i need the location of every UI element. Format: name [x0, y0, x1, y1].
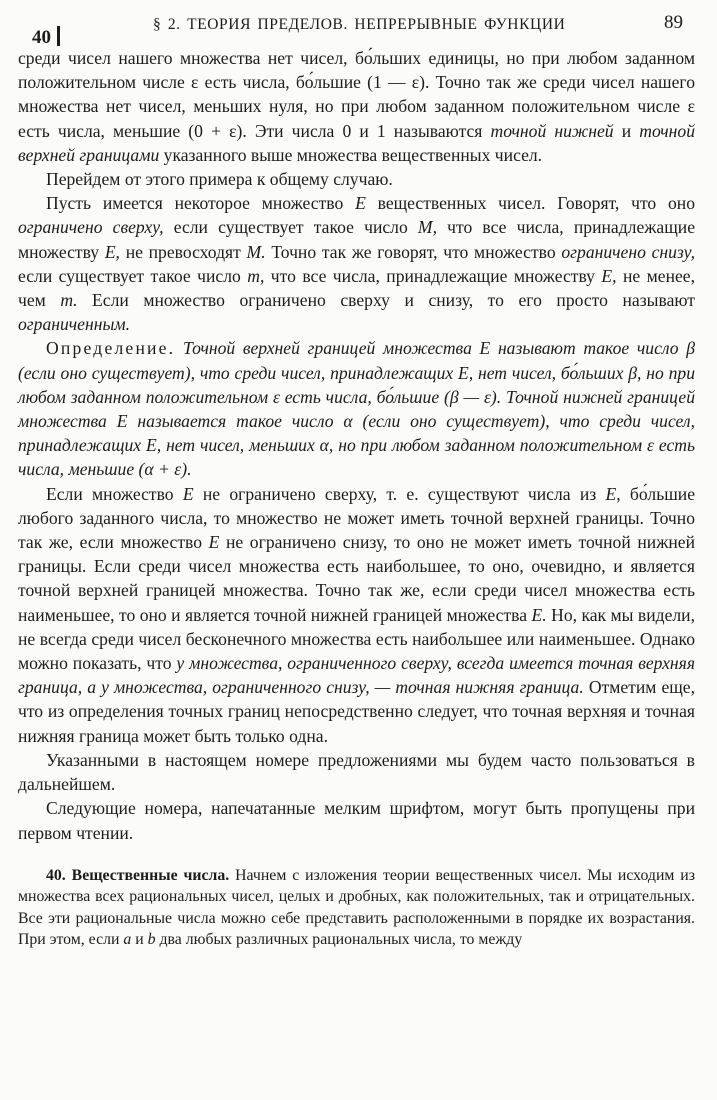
term-bounded-above: ограничено сверху, — [18, 217, 164, 238]
math-symbol: m, — [247, 265, 265, 286]
text-run: не менее, чем — [18, 265, 695, 311]
text-run: что все числа, принадлежащие множеству — [18, 217, 696, 262]
paragraph-bounded-sets — [18, 191, 695, 336]
text-run: Если множество — [46, 483, 183, 504]
text-run: если существует такое число — [163, 217, 418, 238]
theorem-statement: у множества, ограниченного сверху, всегда имеется точная верхняя граница, а у множества, ограниченного снизу, — точная нижняя граница. — [18, 653, 695, 698]
term-bounded: ограниченным. — [18, 314, 130, 335]
text-run: Отметим еще, что из определения точных границ непосредственно следует, что точная верхняя и точная нижняя граница может быть только одна. — [18, 677, 696, 746]
body-text — [18, 46, 695, 951]
text-run: среди чисел нашего множества нет чисел, бо́льших единицы, но при любом заданном положительном числе ε есть числа, бо́льшие (1 — ε). Точно так же среди чисел нашего множества нет чисел, меньших нуля, но при любом заданном положительном числе ε есть числа, меньшие (0 + ε). Эти числа 0 и 1 называются — [18, 48, 695, 141]
text-run: и — [131, 931, 148, 949]
text-run: бо́льшие любого заданного числа, то множество не может иметь точной верхней границы. Точно так же, если множество — [18, 483, 695, 553]
text-run: не превосходят — [119, 241, 247, 262]
text-run: если существует такое число — [18, 265, 248, 286]
math-symbol: M, — [417, 217, 437, 238]
math-symbol: E, — [104, 241, 120, 262]
text-run: что все числа, принадлежащие множеству — [264, 265, 602, 286]
math-symbol: m. — [60, 290, 78, 311]
text-run: не ограничено сверху, т. е. существуют числа из — [193, 483, 606, 504]
math-symbol: E — [208, 532, 220, 553]
math-symbol: M. — [246, 241, 266, 262]
math-symbol: b — [147, 931, 156, 949]
text-run: указанного выше множества вещественных чисел. — [159, 144, 543, 165]
text-run: не ограничено снизу, то оно не может иметь точной нижней границы. Если среди чисел множества есть наибольшее, то оно, очевидно, и является точной верхней границей множества. Точно так же, если среди чисел множества есть наименьшее, то оно и является точной нижней границей множества — [18, 532, 695, 625]
term-supremum: точной верхней границами — [18, 120, 695, 165]
term-bounded-below: ограничено снизу, — [561, 241, 695, 262]
math-symbol: E, — [601, 265, 617, 286]
text-run: Если множество ограничено сверху и снизу, то его просто называют — [77, 290, 695, 311]
text-run: вещественных чисел. Говорят, что оно — [365, 193, 696, 214]
text-run: два любых различных рациональных числа, то между — [155, 931, 523, 949]
text-run: Пусть имеется некоторое множество — [46, 193, 356, 214]
section-title: Вещественные числа. — [71, 866, 230, 884]
term-infimum: точной нижней — [490, 120, 614, 141]
text-run: и — [613, 120, 640, 141]
section-number: 40. — [46, 866, 66, 884]
running-title: § 2. ТЕОРИЯ ПРЕДЕЛОВ. НЕПРЕРЫВНЫЕ ФУНКЦИИ — [153, 16, 566, 33]
math-symbol: E — [355, 193, 366, 214]
math-symbol: E, — [605, 483, 621, 504]
text-run: Начнем с изложения теории вещественных чисел. Мы исходим из множества всех рациональных чисел, целых и дробных, как положительных, так и отрицательных. Все эти рациональные числа можно себе представить расположенными в порядке их возрастания. При этом, если — [18, 866, 695, 949]
text-run: Точно так же говорят, что множество — [265, 241, 562, 262]
paragraph-definition — [18, 336, 695, 481]
page-number: 89 — [664, 12, 683, 33]
paragraph-transition: Перейдем от этого примера к общему случаю. — [46, 169, 393, 190]
paragraph-usage-note: Указанными в настоящем номере предложениями мы будем часто пользоваться в дальнейшем. — [18, 749, 695, 795]
math-symbol: E. — [531, 604, 547, 625]
section-40-intro — [18, 865, 695, 951]
section-marker — [32, 26, 60, 49]
definition-text: Точной верхней границей множества E называют такое число β (если оно существует), что среди чисел, принадлежащих E, нет чисел, бо́льших β, но при любом заданном положительном ε есть числа, бо́льшие (β — ε). Точной нижней границей множества E называется такое число α (если оно существует), что среди чисел, принадлежащих E, нет чисел, меньших α, но при любом заданном положительном ε есть числа, меньшие (α + ε). — [18, 338, 695, 480]
text-run: Но, как мы видели, не всегда среди чисел бесконечного множества есть наибольшее или наименьшее. Однако можно показать, что — [18, 604, 695, 674]
paragraph-small-print-note: Следующие номера, напечатанные мелким шрифтом, могут быть пропущены при первом чтении. — [18, 798, 695, 843]
paragraph-bounds-properties — [18, 482, 695, 748]
running-head — [18, 10, 695, 46]
math-symbol: E — [182, 483, 194, 504]
section-marker-number: 40 — [32, 27, 51, 48]
section-40 — [18, 865, 695, 951]
definition-label: Определение. — [46, 338, 176, 359]
section-marker-bar — [57, 26, 60, 46]
math-symbol: a — [123, 931, 132, 949]
paragraph-bounds-example — [18, 46, 695, 167]
